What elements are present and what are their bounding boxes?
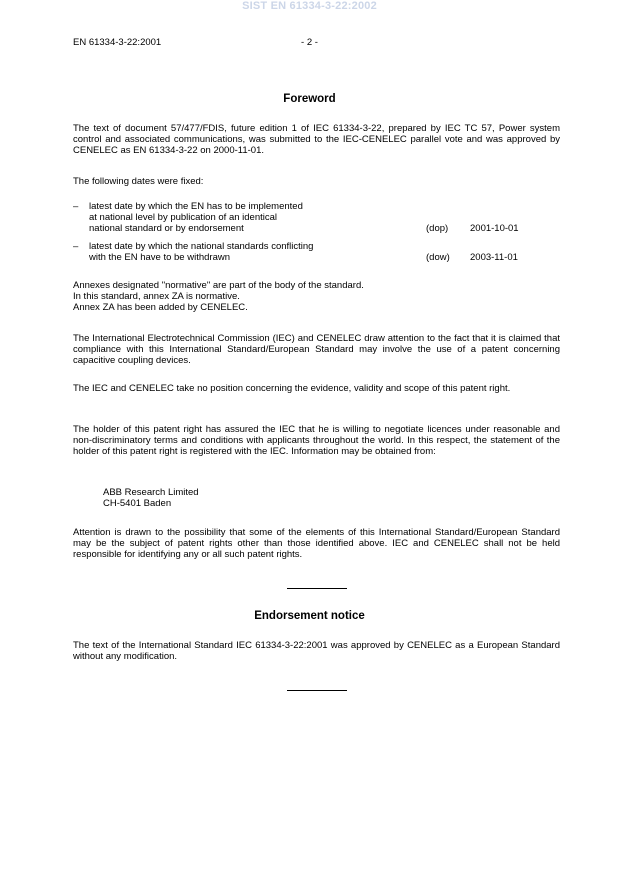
dates-intro: The following dates were fixed: — [73, 176, 204, 187]
foreword-intro: The text of document 57/477/FDIS, future edition 1 of IEC 61334-3-22, prepared by IEC TC 57, Power system control and associated communications, was submitted to the IEC-CENELEC parallel vote and was approved by CENELEC as EN 61334-3-22 on 2000-11-01. — [73, 123, 560, 156]
address-line-company: ABB Research Limited — [103, 487, 199, 498]
date-item-text: latest date by which the national standards conflicting with the EN have to be withdrawn — [89, 241, 314, 263]
header-doc-id: EN 61334-3-22:2001 — [73, 37, 162, 48]
dates-list — [73, 201, 560, 263]
patent-paragraph-2: The IEC and CENELEC take no position concerning the evidence, validity and scope of this patent right. — [73, 383, 511, 394]
date-item-text: latest date by which the EN has to be implemented at national level by publication of an identical national standard or by endorsement — [89, 201, 303, 234]
date-item-dop — [73, 201, 560, 234]
date-item-date: 2003-11-01 — [470, 252, 518, 263]
patent-holder-address — [103, 487, 199, 509]
date-item-date: 2001-10-01 — [470, 223, 519, 234]
section-divider — [287, 588, 347, 589]
list-dash: – — [73, 201, 79, 212]
attention-paragraph: Attention is drawn to the possibility that some of the elements of this International Standard/European Standard may be the subject of patent rights other than those identified above. IEC and CENELEC shall not be held responsible for identifying any or all such patent rights. — [73, 527, 560, 560]
patent-paragraph-1: The International Electrotechnical Commission (IEC) and CENELEC draw attention to the fact that it is claimed that compliance with this International Standard/European Standard may involve the use of a patent concerning capacitive coupling devices. — [73, 333, 560, 366]
watermark: SIST EN 61334-3-22:2002 — [242, 0, 377, 12]
patent-paragraph-3: The holder of this patent right has assured the IEC that he is willing to negotiate licences under reasonable and non-discriminatory terms and conditions with applicants throughout the world. In this respect, the statement of the holder of this patent right is registered with the IEC. Information may be obtained from: — [73, 424, 560, 457]
annexes-note: Annexes designated "normative" are part of the body of the standard. In this standard, annex ZA is normative. Annex ZA has been added by CENELEC. — [73, 280, 364, 313]
date-item-abbr: (dop) — [426, 223, 449, 234]
end-divider — [287, 690, 347, 691]
header-page-number: - 2 - — [301, 37, 318, 48]
endorsement-title: Endorsement notice — [254, 610, 365, 622]
date-item-dow — [73, 241, 560, 263]
list-dash: – — [73, 241, 79, 252]
date-item-abbr: (dow) — [426, 252, 450, 263]
address-line-city: CH-5401 Baden — [103, 498, 172, 509]
endorsement-text: The text of the International Standard IEC 61334-3-22:2001 was approved by CENELEC as a European Standard without any modification. — [73, 640, 560, 662]
foreword-title: Foreword — [283, 93, 336, 105]
